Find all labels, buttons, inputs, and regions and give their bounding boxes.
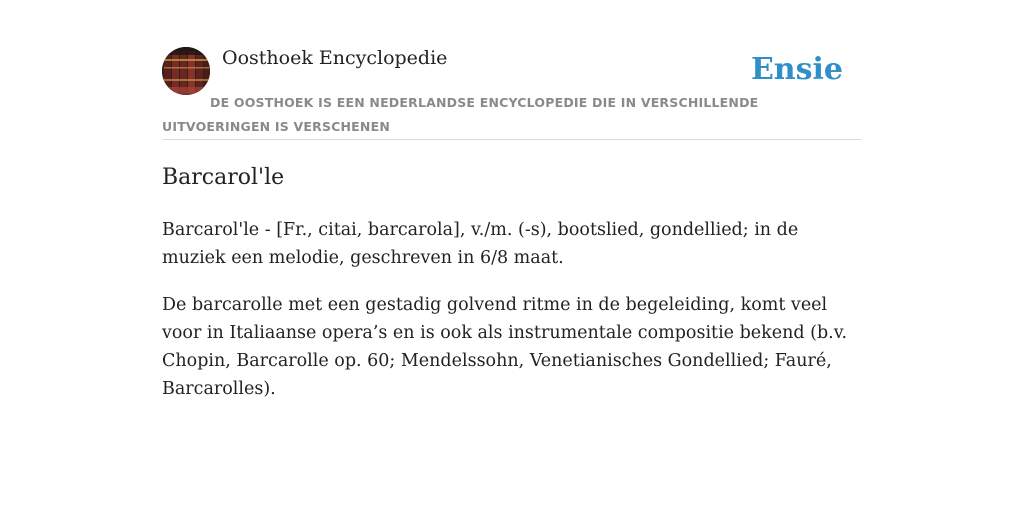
site-tagline: DE OOSTHOEK IS EEN NEDERLANDSE ENCYCLOPEDIE DIE IN VERSCHILLENDE UITVOERINGEN IS VERSCHENEN (162, 95, 759, 134)
site-header (162, 46, 862, 140)
article-paragraph: Barcarol'le - [Fr., citai, barcarola], v./m. (-s), bootslied, gondellied; in de muziek een melodie, geschreven in 6/8 maat. (162, 220, 799, 268)
brand-logo[interactable]: Ensie (750, 52, 843, 87)
article (162, 162, 862, 403)
site-name[interactable]: Oosthoek Encyclopedie (222, 47, 448, 69)
encyclopedia-books-icon (162, 47, 210, 95)
avatar[interactable] (162, 47, 210, 95)
article-title: Barcarol'le (162, 165, 285, 190)
article-paragraph: De barcarolle met een gestadig golvend ritme in de begeleiding, komt veel voor in Italiaanse opera’s en is ook als instrumentale compositie bekend (b.v. Chopin, Barcarolle op. 60; Mendelssohn, Venetianisches Gondellied; Fauré, Barcarolles). (162, 295, 848, 399)
